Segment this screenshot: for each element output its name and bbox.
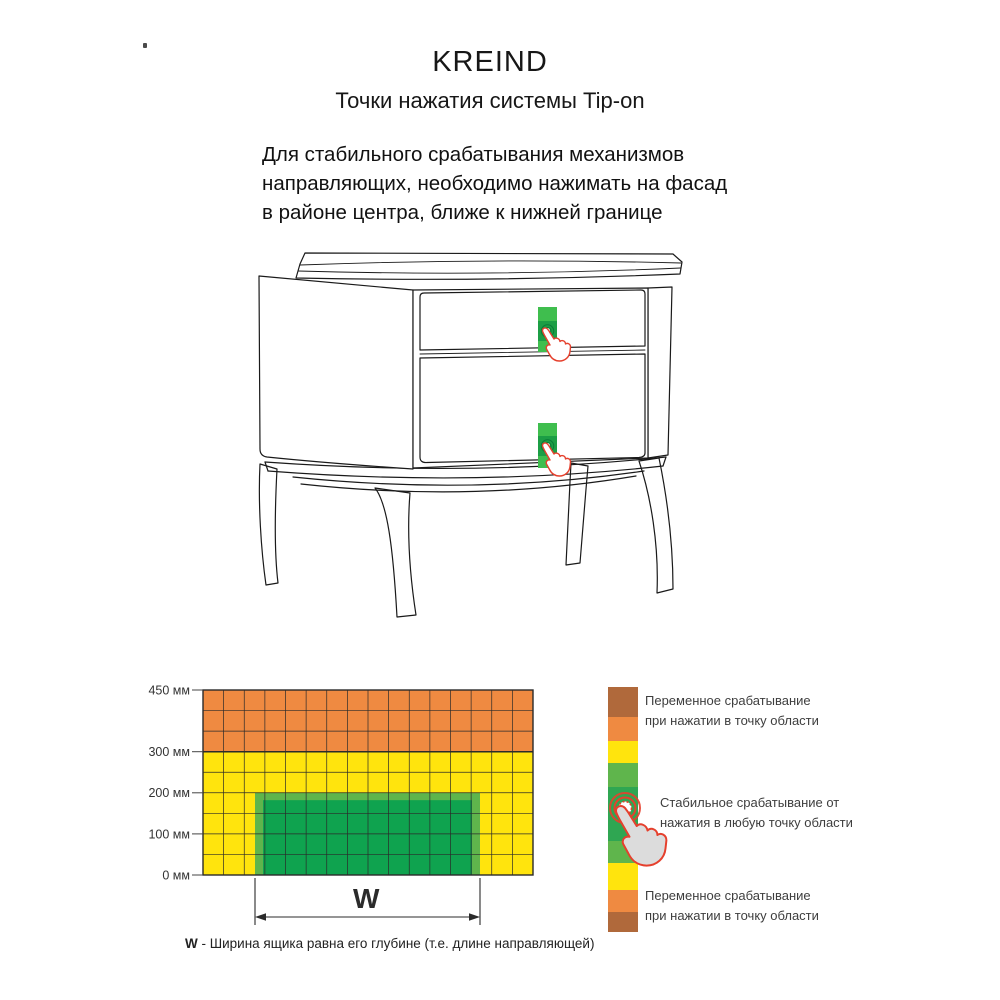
w-footnote — [185, 936, 594, 951]
axis-tick-label: 100 мм — [148, 827, 190, 842]
legend-entry-line: нажатия в любую точку области — [660, 815, 853, 830]
legend-bar-segment-orange — [608, 717, 638, 741]
legend-entry-line: Переменное срабатывание — [645, 693, 811, 708]
legend-bar-segment-brown — [608, 687, 638, 717]
nightstand-side-panel — [259, 276, 413, 469]
arrowhead-left — [255, 913, 266, 921]
zone-stable-response-core — [263, 800, 472, 875]
drawer-top-front — [420, 290, 645, 350]
legend-entry-line: при нажатии в точку области — [645, 713, 819, 728]
legend-bar-segment-brown — [608, 912, 638, 932]
legend-entry-line: Переменное срабатывание — [645, 888, 811, 903]
legend-bar-segment-orange — [608, 890, 638, 912]
pointing-hand-icon — [616, 806, 666, 866]
nightstand-right-edge — [648, 287, 672, 458]
w-footnote-symbol: W — [185, 936, 198, 951]
axis-tick-label: 200 мм — [148, 786, 190, 801]
intro-line: направляющих, необходимо нажимать на фасад — [262, 172, 728, 195]
nightstand-top — [296, 253, 682, 279]
legend-bar-segment-green_light — [608, 763, 638, 787]
legend-entry-line: при нажатии в точку области — [645, 908, 819, 923]
arrowhead-right — [469, 913, 480, 921]
intro-line: Для стабильного срабатывания механизмов — [262, 143, 685, 166]
legend-entry-variable-top — [645, 691, 819, 731]
press-zones-diagram — [140, 670, 620, 960]
page-header — [0, 46, 980, 114]
intro-line: в районе центра, ближе к нижней границе — [262, 201, 663, 224]
intro-paragraph — [262, 140, 762, 227]
nightstand-legs — [259, 458, 673, 617]
w-dimension-label: W — [353, 883, 380, 914]
legend-entry-variable-bottom — [645, 886, 819, 926]
zones-grid — [203, 690, 533, 875]
axis-tick-label: 0 мм — [162, 868, 190, 883]
legend-entry-stable — [660, 793, 853, 833]
legend-bar-segment-yellow — [608, 741, 638, 763]
drawer-bottom-front — [420, 354, 645, 463]
axis-tick-label: 450 мм — [148, 683, 190, 698]
w-dimension — [255, 878, 480, 925]
legend-entry-line: Стабильное срабатывание от — [660, 795, 840, 810]
w-footnote-text: - Ширина ящика равна его глубине (т.е. длине направляющей) — [197, 936, 595, 951]
axis-tick-label: 300 мм — [148, 745, 190, 759]
brand-title: KREIND — [432, 46, 548, 78]
nightstand-illustration — [235, 245, 755, 635]
axis-ticks — [192, 690, 203, 875]
axis-labels — [148, 684, 190, 883]
page-subtitle: Точки нажатия системы Tip-on — [335, 88, 645, 113]
